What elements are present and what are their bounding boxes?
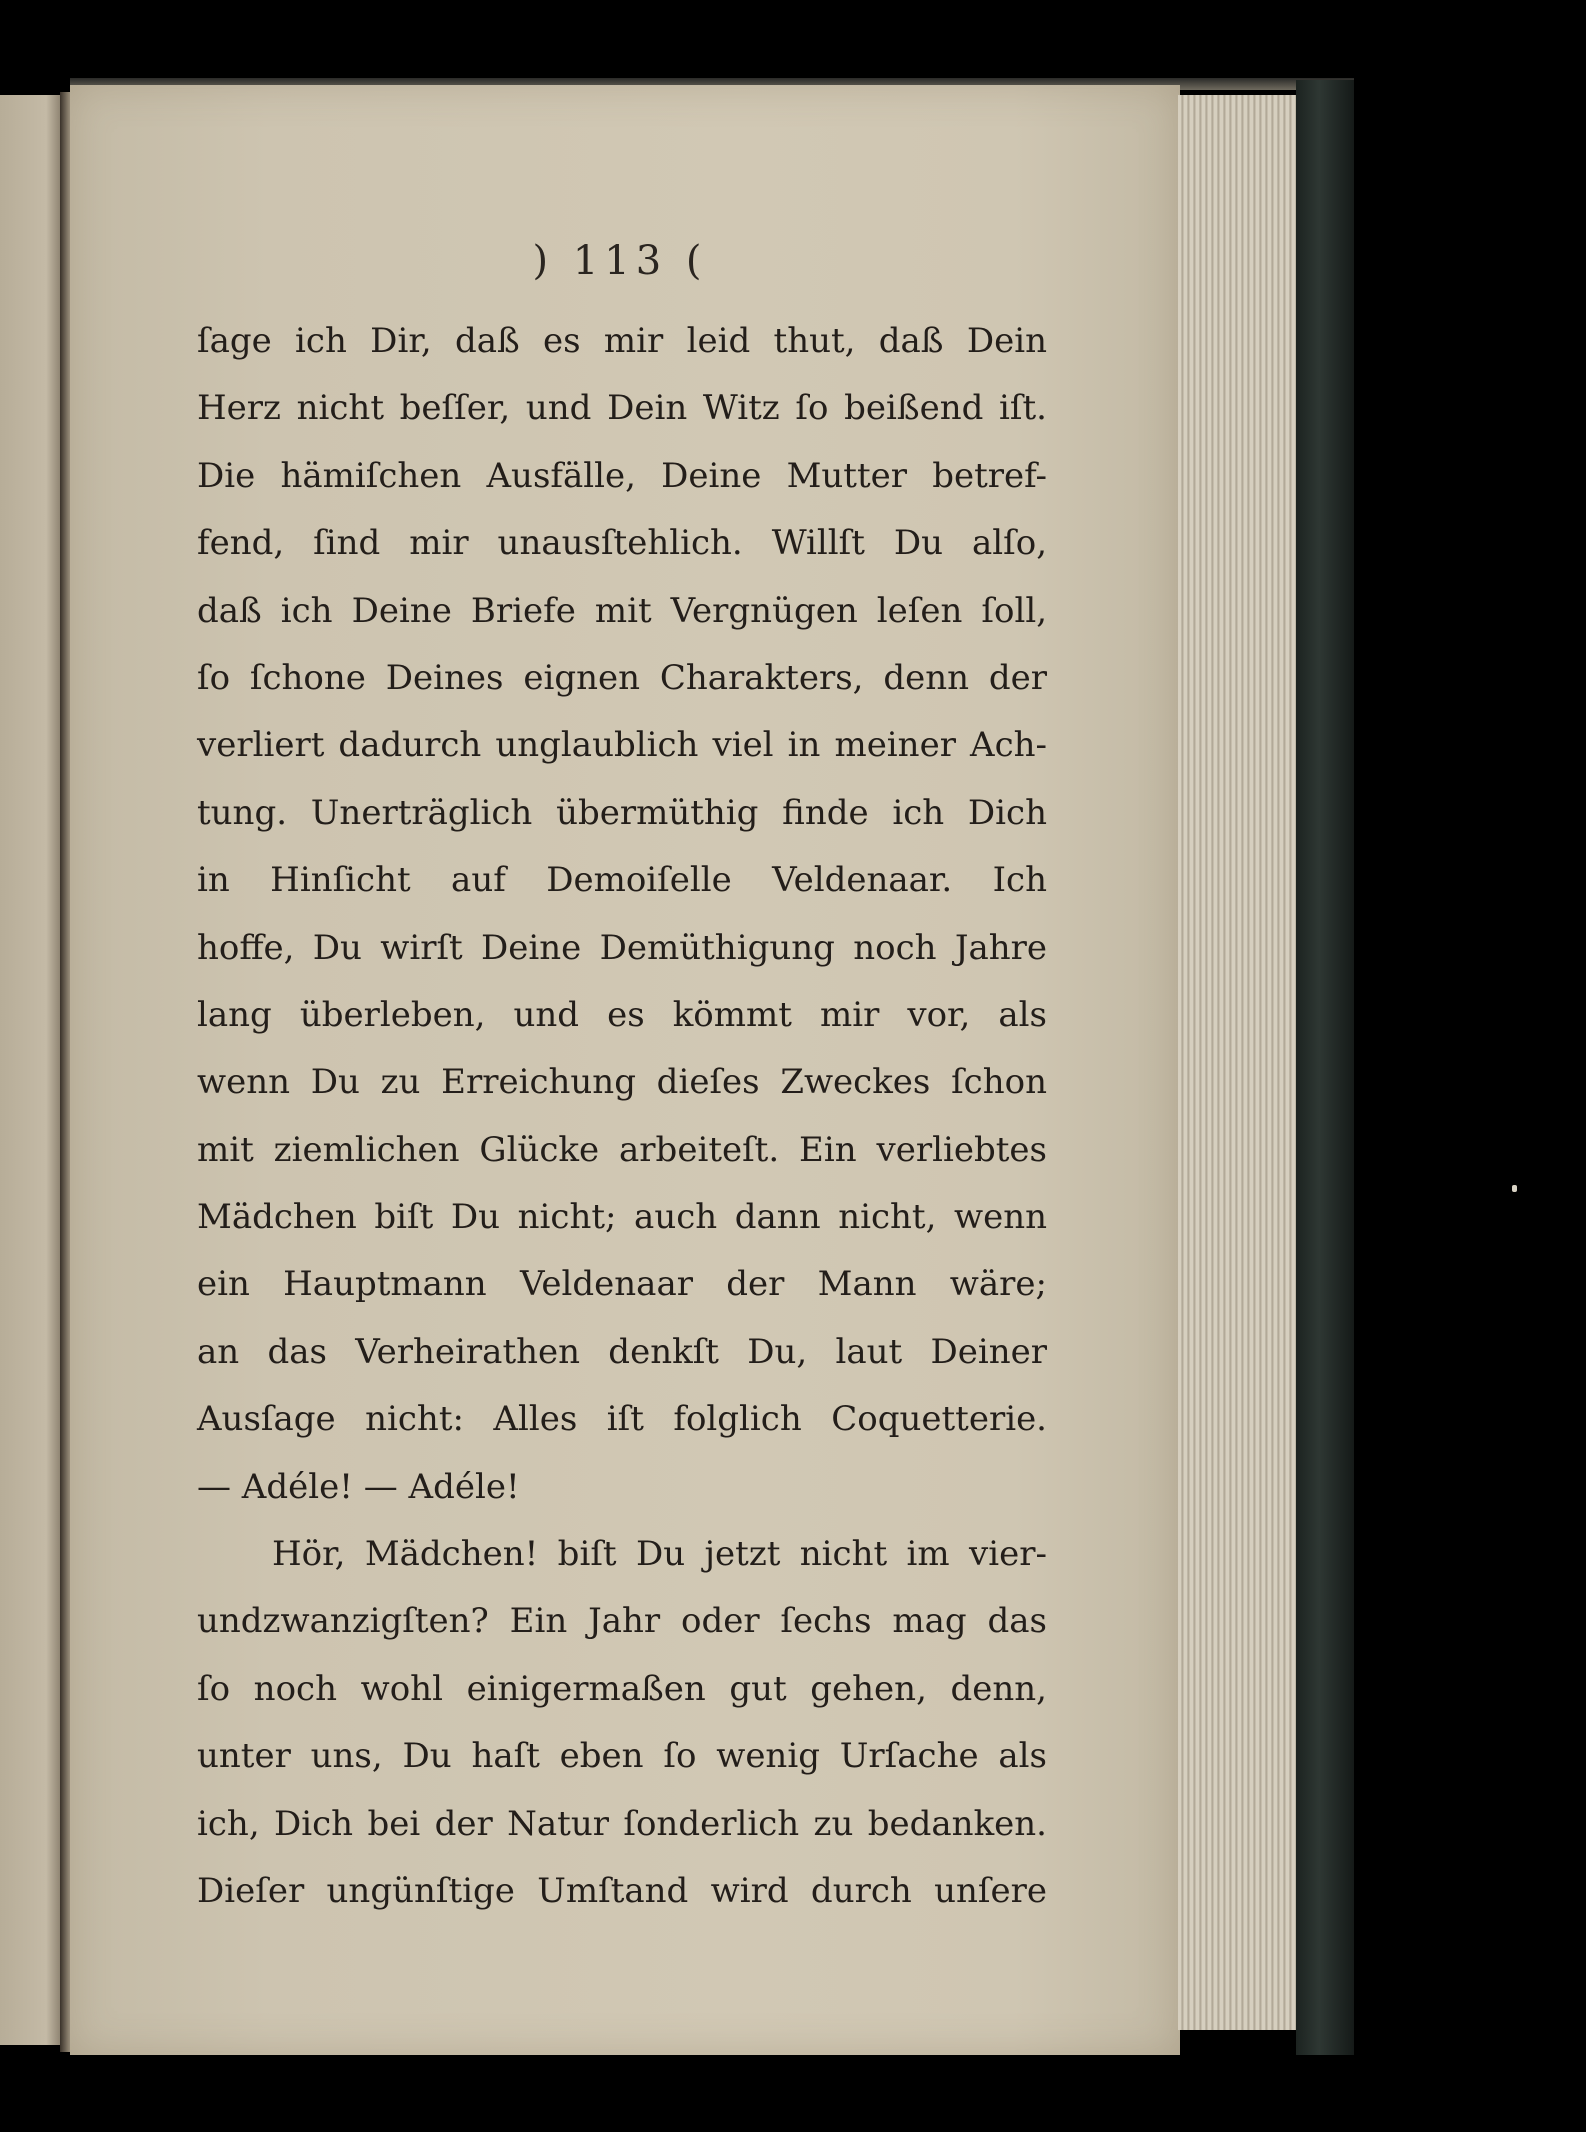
text-line: undzwanzigſten? Ein Jahr oder ſechs mag das [197,1601,1047,1642]
body-text [197,308,1047,1925]
dust-speck [1512,1185,1517,1192]
text-line: unter uns, Du haſt eben ſo wenig Urſache als [197,1736,1047,1777]
text-line: ſo noch wohl einigermaßen gut gehen, denn, [197,1668,1047,1709]
page-stack-edges [1178,95,1298,2030]
page-header: ) 113 ( [532,238,708,284]
text-line: ich, Dich bei der Natur ſonderlich zu bedanken. [197,1803,1047,1844]
text-line: an das Verheirathen denkſt Du, laut Deiner [197,1331,1047,1372]
text-line: mit ziemlichen Glücke arbeiteſt. Ein verliebtes [197,1129,1047,1170]
text-line: ſage ich Dir, daß es mir leid thut, daß Dein [197,321,1047,361]
text-line: fend, ſind mir unausſtehlich. Willſt Du alſo, [197,523,1047,564]
text-line: Die hämiſchen Ausfälle, Deine Mutter betref- [197,455,1047,496]
text-line: Hör, Mädchen! biſt Du jetzt nicht im vier- [272,1534,1047,1575]
text-line: in Hinſicht auf Demoiſelle Veldenaar. Ich [197,860,1047,901]
text-line: verliert dadurch unglaublich viel in meiner Ach- [197,725,1047,766]
text-line: tung. Unerträglich übermüthig finde ich Dich [197,792,1047,833]
text-line: Dieſer ungünſtige Umſtand wird durch unſere [197,1870,1047,1911]
text-line: Ausſage nicht: Alles iſt folglich Coquetterie. [197,1399,1047,1440]
text-line: lang überleben, und es kömmt mir vor, als [197,994,1047,1035]
book-cover [1296,80,1354,2055]
left-page-edge [0,95,66,2045]
text-line: daß ich Deine Briefe mit Vergnügen leſen ſoll, [197,590,1047,631]
text-line: Mädchen biſt Du nicht; auch dann nicht, wenn [197,1197,1047,1238]
text-line: ein Hauptmann Veldenaar der Mann wäre; [197,1264,1047,1305]
text-line: — Adéle! — Adéle! [197,1466,520,1507]
text-line: ſo ſchone Deines eignen Charakters, denn der [197,657,1047,698]
text-line: Herz nicht beſſer, und Dein Witz ſo beißend iſt. [197,388,1047,429]
text-line: hoffe, Du wirſt Deine Demüthigung noch Jahre [197,927,1047,968]
text-line: wenn Du zu Erreichung dieſes Zweckes ſchon [197,1062,1047,1103]
